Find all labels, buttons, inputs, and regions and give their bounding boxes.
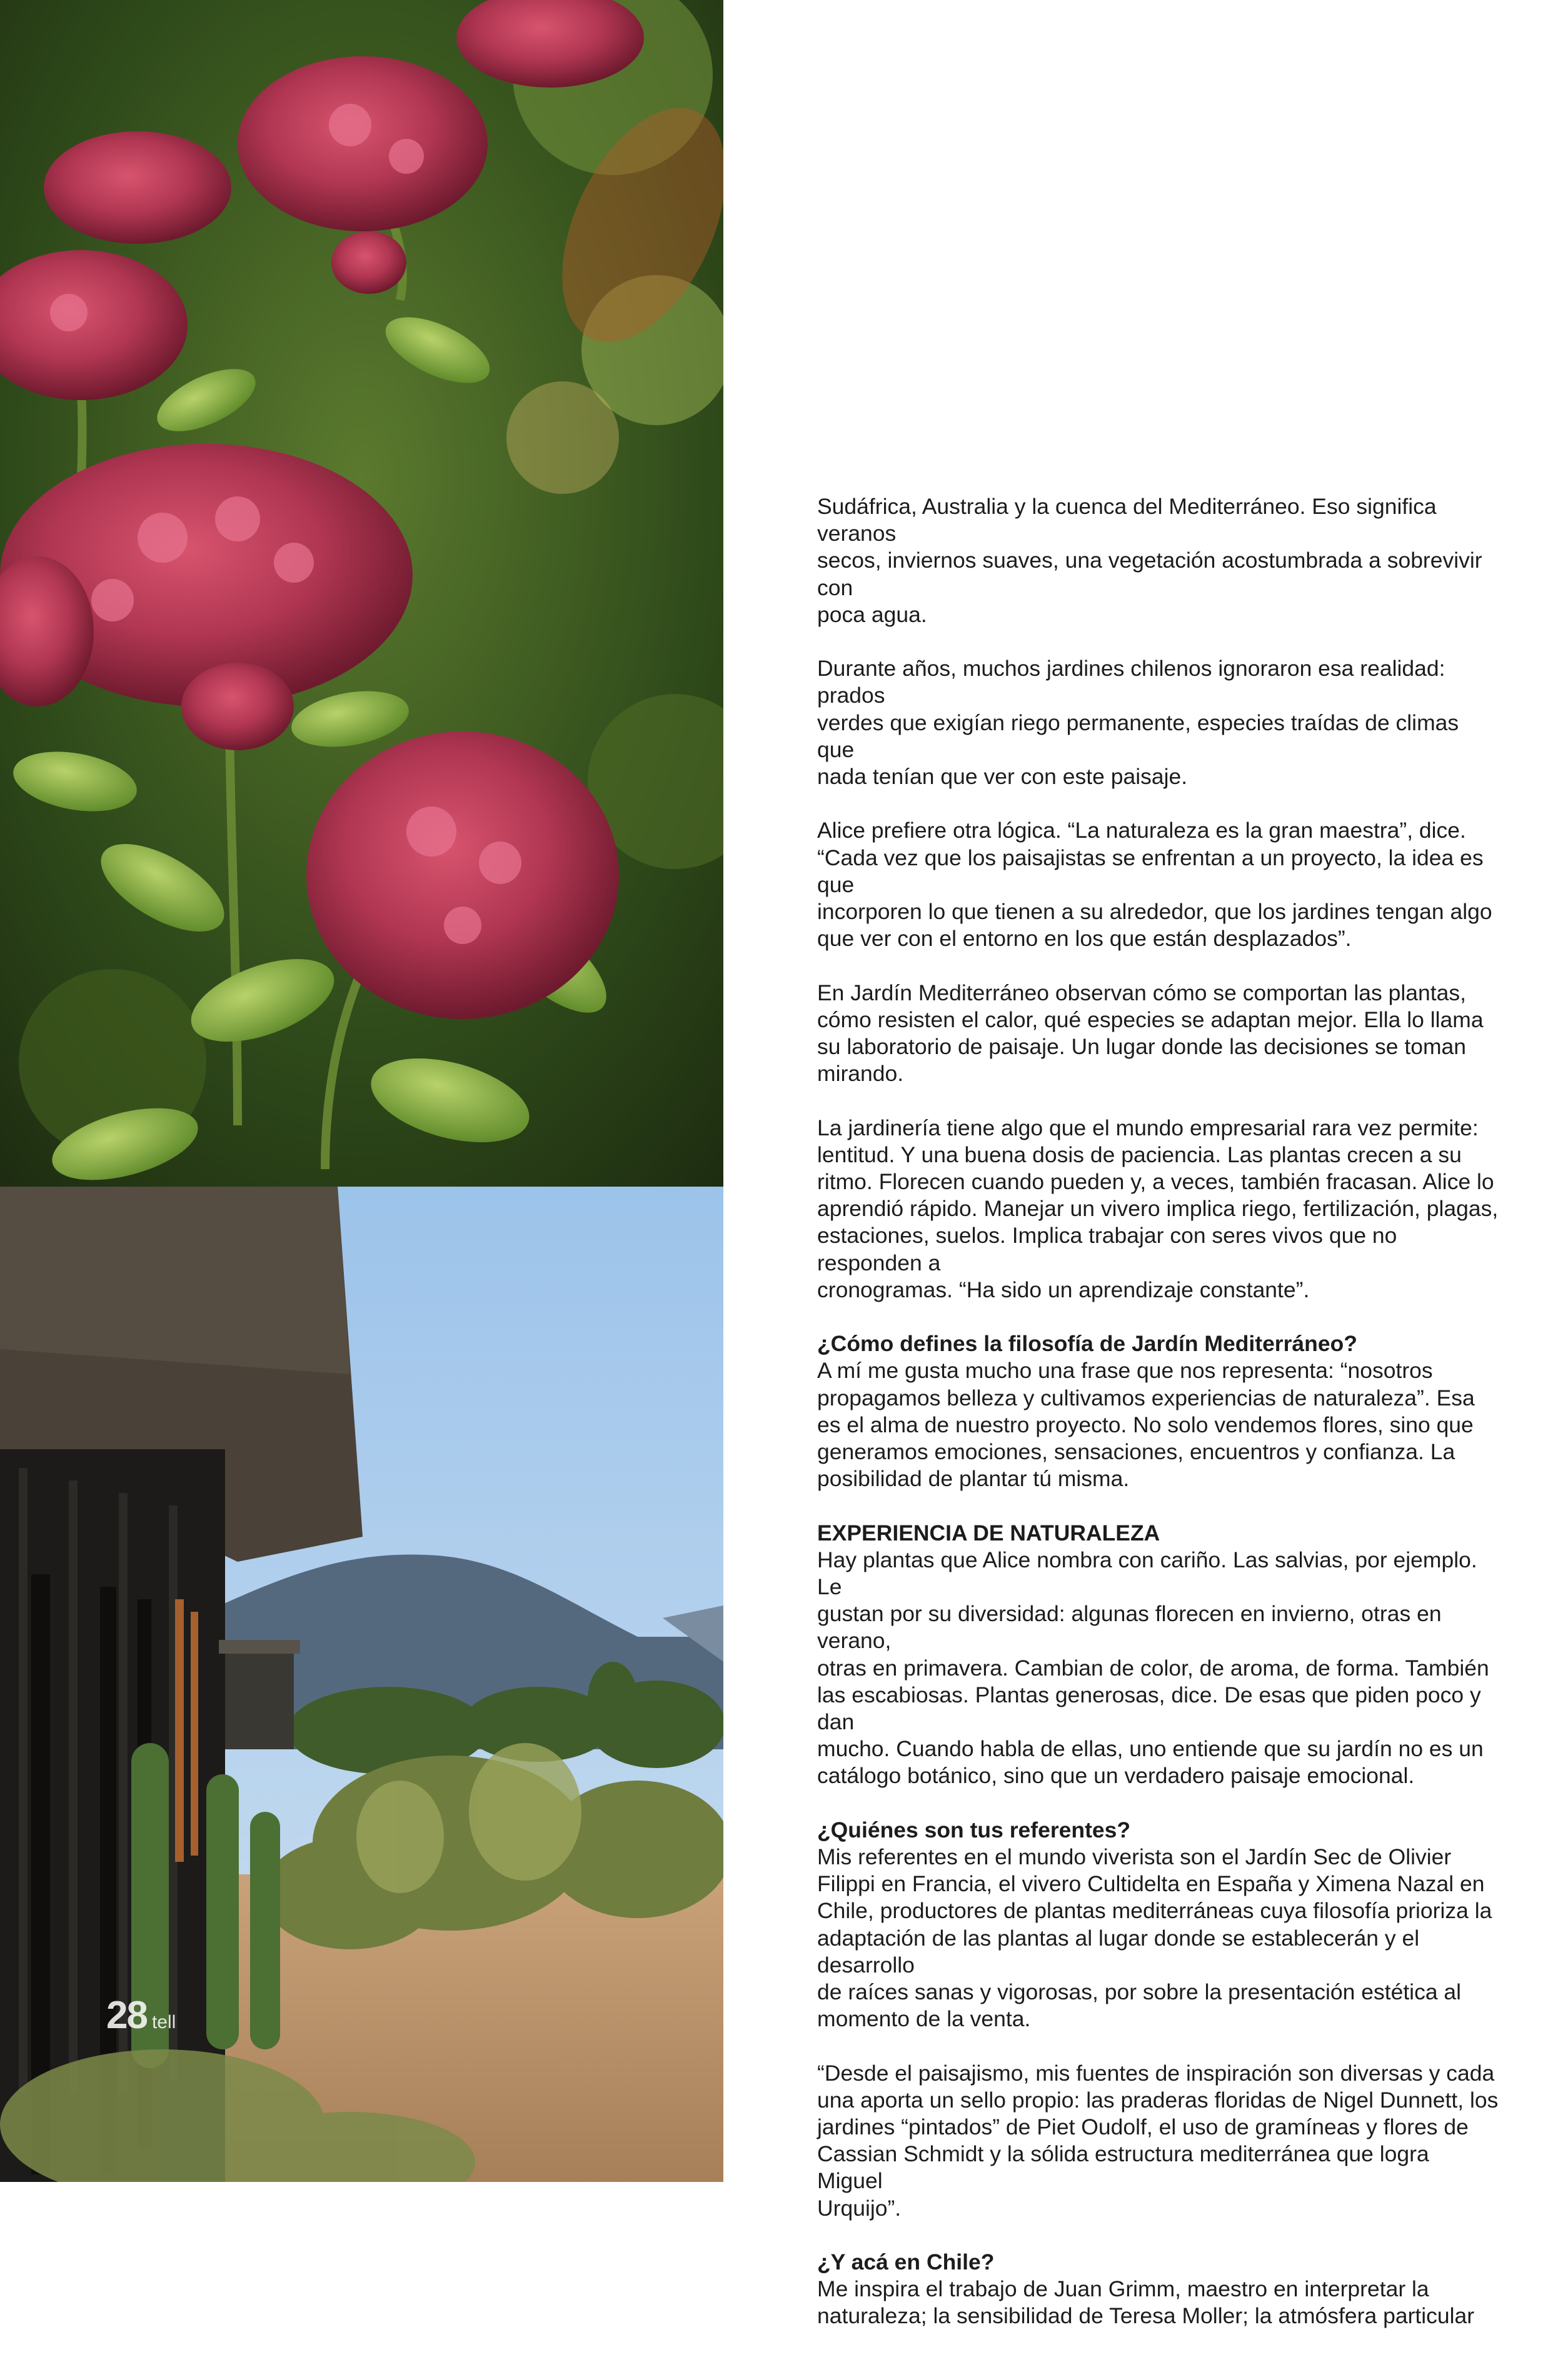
interview-block [817,2249,1499,2330]
article-paragraph: La jardinería tiene algo que el mundo empresarial rara vez permite: lentitud. Y una buena dosis de paciencia. Las plantas crecen a su ritmo. Florecen cuando pueden y, a veces, también fracasan. Alice lo aprendió rápido. Manejar un vivero implica riego, fertilización, plagas, estaciones, suelos. Implica trabajar con seres vivos que no responden a cronogramas. “Ha sido un aprendizaje constante”. [817,1115,1499,1302]
article-paragraph: Sudáfrica, Australia y la cuenca del Mediterráneo. Eso significa veranos secos, inviernos suaves, una vegetación acostumbrada a sobrevivir con poca agua. [817,494,1482,627]
article-paragraph: Hay plantas que Alice nombra con cariño. Las salvias, por ejemplo. Le gustan por su diversidad: algunas florecen en invierno, otras en verano, otras en primavera. Cambian de color, de aroma, de forma. También las escabiosas. Plantas generosas, dice. De esas que piden poco y dan mucho. Cuando habla de ellas, uno entiende que su jardín no es un catálogo botánico, sino que un verdadero paisaje emocional. [817,1547,1489,1789]
interview-answer: Me inspira el trabajo de Juan Grimm, maestro en interpretar la naturaleza; la sensibilidad de Teresa Moller; la atmósfera particular [817,2276,1475,2329]
section-block [817,1520,1499,1790]
interview-answer: A mí me gusta mucho una frase que nos representa: “nosotros propagamos belleza y cultivamos experiencias de naturaleza”. Esa es el alma de nuestro proyecto. No solo vendemos flores, sino que generamos emociones, sensaciones, encuentros y confianza. La posibilidad de plantar tú misma. [817,1358,1475,1492]
flowers-photo [0,0,723,1187]
article-text-column [817,493,1499,2357]
interview-question: ¿Quiénes son tus referentes? [817,1817,1131,1842]
article-paragraph: En Jardín Mediterráneo observan cómo se comportan las plantas, cómo resisten el calor, qué especies se adaptan mejor. Ella lo llama su laboratorio de paisaje. Un lugar donde las decisiones se toman mirando. [817,980,1484,1087]
page-folio [106,1993,176,2038]
interview-question: ¿Cómo defines la filosofía de Jardín Mediterráneo? [817,1331,1357,1357]
magazine-logo: tell [151,2012,176,2033]
article-paragraph: Durante años, muchos jardines chilenos ignoraron esa realidad: prados verdes que exigían riego permanente, especies traídas de climas que nada tenían que ver con este paisaje. [817,656,1459,790]
interview-block [817,1817,1499,2033]
interview-block [817,1330,1499,1492]
article-paragraph: “Desde el paisajismo, mis fuentes de inspiración son diversas y cada una aporta un sello propio: las praderas floridas de Nigel Dunnett, los jardines “pintados” de Piet Oudolf, el uso de gramíneas y flores de Cassian Schmidt y la sólida estructura mediterránea que logra Miguel Urquijo”. [817,2060,1499,2221]
article-paragraph: Alice prefiere otra lógica. “La naturaleza es la gran maestra”, dice. “Cada vez que los paisajistas se enfrentan a un proyecto, la idea es que incorporen lo que tienen a su alrededor, que los jardines tengan algo que ver con el entorno en los que están desplazados”. [817,818,1492,952]
section-heading: EXPERIENCIA DE NATURALEZA [817,1520,1160,1545]
interview-answer: Mis referentes en el mundo viverista son el Jardín Sec de Olivier Filippi en Francia, el vivero Cultidelta en España y Ximena Nazal en Chile, productores de plantas mediterráneas cuya filosofía prioriza la adaptación de las plantas al lugar donde se establecerán y el desarrollo de raíces sanas y vigorosas, por sobre la presentación estética al momento de la venta. [817,1844,1492,2032]
interview-question: ¿Y acá en Chile? [817,2249,995,2275]
page-number: 28 [106,1994,147,2037]
